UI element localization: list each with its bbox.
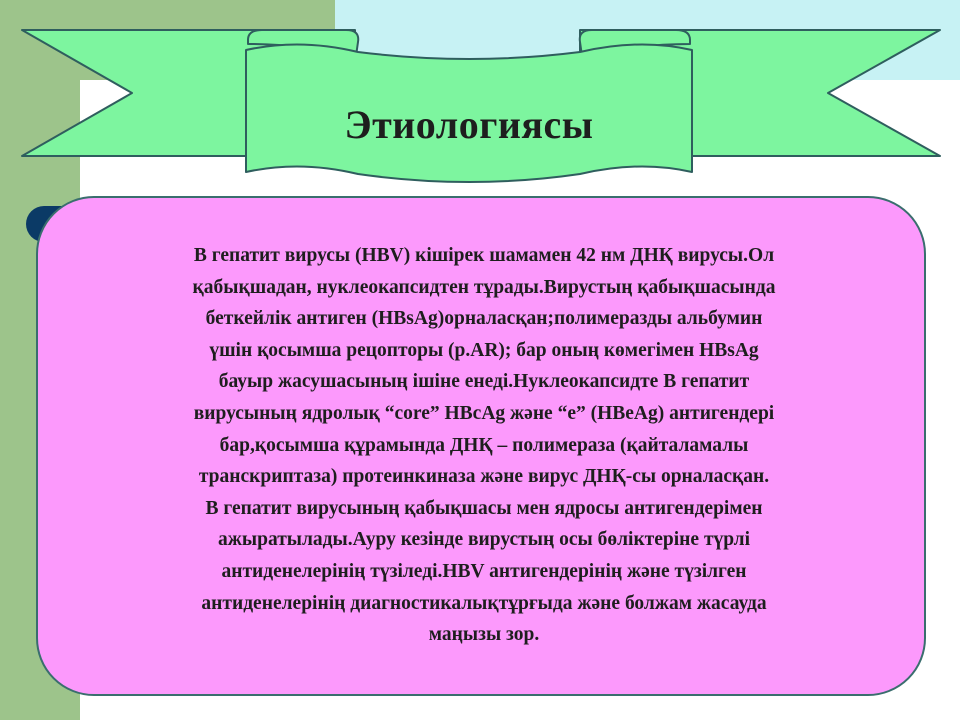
body-text: В гепатит вирусы (HBV) кішірек шамамен 42 нм ДНҚ вирусы.Ол қабықшадан, нуклеокапсидтен тұрады.Вирустың қабықшасында беткейлік антиген (HBsAg)орналасқан;полимеразды альбумин үшін қосымша рецопторы (p.AR); бар оның көмегімен HBsAg бауыр жасушасының ішіне енеді.Нуклеокапсидте В гепатит вирусының ядролық “core” HBcAg және “e” (HBeAg) антигендері бар,қосымша құрамында ДНҚ – полимераза (қайталамалы транскриптаза) протеинкиназа және вирус ДНҚ-сы орналасқан. В гепатит вирусының қабықшасы мен ядросы антигендерімен ажыратылады.Ауру кезінде вирустың осы бөліктеріне түрлі антиденелерінің түзіледі.HBV антигендерінің және түзілген антиденелерінің диагностикалықтұрғыда және болжам жасауда маңызы зор. bbox=[192, 245, 776, 646]
slide-title: Этиологиясы bbox=[344, 101, 594, 147]
